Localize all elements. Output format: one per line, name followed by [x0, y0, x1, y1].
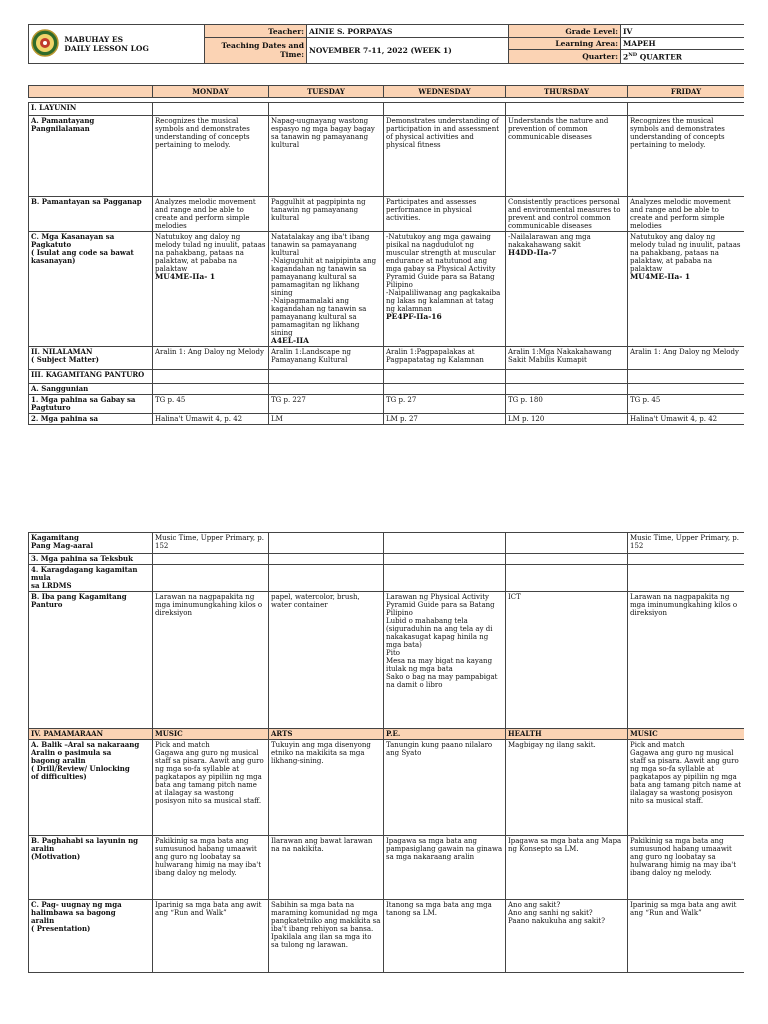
- row-label: A. Pamantayang Pangnilalaman: [29, 115, 153, 196]
- table-row: [29, 346, 745, 369]
- lesson-table-bottom: [28, 532, 744, 973]
- lesson-cell: [506, 115, 628, 196]
- table-row: [29, 565, 745, 592]
- row-label: Kagamitang Pang Mag-aaral: [29, 533, 153, 554]
- row-label: 4. Karagdagang kagamitan mula sa LRDMS: [29, 565, 153, 592]
- table-row: [29, 836, 745, 900]
- cell-text: Sabihin sa mga bata na maraming komunidad ng mga pangkatetniko ang makikita sa iba't ibang rehiyon sa bansa. Ipakilala ang ilan sa mga ito sa tulong ng larawan.: [271, 901, 381, 949]
- cell-text: Analyzes melodic movement and range and be able to create and perform simple melodies: [630, 197, 731, 230]
- lesson-cell: [384, 369, 506, 383]
- lesson-cell: [384, 729, 506, 740]
- cell-text: Natatalakay ang iba't ibang tanawin sa pamayanang kultural -Naiguguhit at naipipinta ang kagandahan ng tanawin sa pamayanang kultural sa pamamagitan ng likhang sining -Naipagmamalaki ang kagandahan ng tanawin sa pamayanang kultural sa pamamagitan ng likhang sining: [271, 232, 377, 337]
- cell-text: P.E.: [386, 729, 401, 738]
- lesson-cell: [269, 554, 384, 565]
- school-seal-icon: [31, 29, 59, 59]
- cell-text: Pakikinig sa mga bata ang sumusunod habang umaawit ang guro ng loobatay sa hulwarang himig na may iba't ibang daloy ng melody.: [630, 837, 737, 877]
- lesson-cell: [628, 413, 745, 424]
- table-row: [29, 196, 745, 231]
- cell-text: Pick and match Gagawa ang guro ng musical staff sa pisara. Aawit ang guro ng mga so-fa syllable at pagkatapos ay pipiliin ng mga bata ang tamang pitch name at ilalagay sa wastong posisyon nito sa musical staff.: [630, 741, 742, 805]
- row-label: C. Mga Kasanayan sa Pagkatuto ( Isulat ang code sa bawat kasanayan): [29, 231, 153, 346]
- cell-text: ICT: [508, 593, 521, 601]
- day-header-thursday: THURSDAY: [506, 85, 628, 97]
- row-label: B. Pamantayan sa Pagganap: [29, 196, 153, 231]
- table-row: [29, 592, 745, 729]
- cell-text: LM p. 27: [386, 414, 418, 423]
- row-label: IV. PAMAMARAAN: [29, 729, 153, 740]
- table-row: [29, 102, 745, 115]
- cell-text: Larawan na nagpapakita ng mga iminumungkahing kilos o direksiyon: [630, 593, 738, 617]
- cell-text: LM p. 120: [508, 414, 545, 423]
- lesson-cell: [269, 196, 384, 231]
- lesson-cell: [628, 231, 745, 346]
- cell-text: Iparinig sa mga bata ang awit ang “Run and Walk”: [155, 901, 262, 917]
- cell-text: Natutukoy ang daloy ng melody tulad ng inuulit, pataas na pahakbang, pataas na palaktaw, at pababa na palaktaw: [155, 232, 266, 273]
- cell-text: Aralin 1: Ang Daloy ng Melody: [155, 347, 264, 356]
- cell-text: Aralin 1:Pagpapalakas at Pagpapatatag ng Kalamnan: [386, 347, 484, 364]
- lesson-cell: [384, 102, 506, 115]
- lesson-cell: [628, 369, 745, 383]
- row-label: A. Balik –Aral sa nakaraang Aralin o pasimula sa bagong aralin ( Drill/Review/ Unlocking of difficulties): [29, 740, 153, 836]
- lesson-cell: [153, 346, 269, 369]
- cell-text: TG p. 180: [508, 395, 543, 404]
- lesson-cell: [628, 592, 745, 729]
- area-label: Learning Area:: [509, 38, 621, 50]
- cell-text: Ipagawa sa mga bata ang Mapa ng Konsepto sa LM.: [508, 837, 622, 853]
- lesson-cell: [153, 394, 269, 413]
- competency-code: PE4PF-IIa-16: [386, 311, 442, 321]
- row-label: III. KAGAMITANG PANTURO: [29, 369, 153, 383]
- lesson-cell: [153, 554, 269, 565]
- cell-text: Aralin 1:Landscape ng Pamayanang Kultural: [271, 347, 351, 364]
- lesson-cell: [384, 533, 506, 554]
- lesson-cell: [628, 196, 745, 231]
- lesson-cell: [384, 346, 506, 369]
- lesson-cell: [269, 836, 384, 900]
- lesson-cell: [384, 900, 506, 973]
- lesson-cell: [269, 394, 384, 413]
- lesson-cell: [628, 740, 745, 836]
- lesson-cell: [628, 102, 745, 115]
- lesson-cell: [153, 533, 269, 554]
- lesson-cell: [269, 900, 384, 973]
- lesson-cell: [153, 196, 269, 231]
- cell-text: Recognizes the musical symbols and demonstrates understanding of concepts pertaining to melody.: [630, 116, 725, 149]
- days-corner: [29, 85, 153, 97]
- row-label: II. NILALAMAN ( Subject Matter): [29, 346, 153, 369]
- cell-text: TG p. 227: [271, 395, 306, 404]
- cell-text: Aralin 1:Mga Nakakahawang Sakit Mabilis Kumapit: [508, 347, 612, 364]
- teacher-value: AINIE S. PORPAYAS: [307, 25, 509, 38]
- lesson-cell: [506, 565, 628, 592]
- table-row: [29, 394, 745, 413]
- lesson-cell: [628, 565, 745, 592]
- lesson-cell: [153, 115, 269, 196]
- cell-text: HEALTH: [508, 729, 542, 738]
- competency-code: H4DD-IIa-7: [508, 247, 557, 257]
- lesson-cell: [153, 729, 269, 740]
- lesson-cell: [153, 231, 269, 346]
- lesson-cell: [506, 554, 628, 565]
- lesson-cell: [269, 369, 384, 383]
- cell-text: Larawan na nagpapakita ng mga iminumungkahing kilos o direksiyon: [155, 593, 263, 617]
- table-row: [29, 900, 745, 973]
- lesson-cell: [269, 346, 384, 369]
- lesson-cell: [384, 836, 506, 900]
- lesson-cell: [506, 592, 628, 729]
- lesson-cell: [269, 565, 384, 592]
- cell-text: MUSIC: [155, 729, 183, 738]
- day-header-friday: FRIDAY: [628, 85, 745, 97]
- cell-text: Paggulhit at pagpipinta ng tanawin ng pamayanang kultural: [271, 197, 366, 222]
- row-label: I. LAYUNIN: [29, 102, 153, 115]
- lesson-cell: [269, 102, 384, 115]
- day-header-wednesday: WEDNESDAY: [384, 85, 506, 97]
- table-row: [29, 554, 745, 565]
- cell-text: Tukuyin ang mga disenyong etniko na makikita sa mga likhang-sining.: [271, 741, 371, 765]
- page-one: [28, 24, 744, 466]
- cell-text: Consistently practices personal and environmental measures to prevent and control common communicable diseases: [508, 197, 621, 230]
- lesson-cell: [628, 115, 745, 196]
- table-row: [29, 383, 745, 394]
- document-title: DAILY LESSON LOG: [64, 43, 149, 53]
- page-two: [28, 532, 744, 1016]
- cell-text: Aralin 1: Ang Daloy ng Melody: [630, 347, 739, 356]
- cell-text: TG p. 27: [386, 395, 417, 404]
- cell-text: LM: [271, 414, 283, 423]
- lesson-cell: [153, 592, 269, 729]
- row-label: B. Paghahabi sa layunin ng aralin (Motivation): [29, 836, 153, 900]
- cell-text: Ipagawa sa mga bata ang pampasiglang gawain na ginawa sa mga nakaraang aralin: [386, 837, 503, 861]
- school-cell: [29, 25, 205, 64]
- row-label: 1. Mga pahina sa Gabay sa Pagtuturo: [29, 394, 153, 413]
- lesson-cell: [153, 740, 269, 836]
- cell-text: Tanungin kung paano nilalaro ang Syato: [386, 741, 493, 757]
- lesson-cell: [628, 554, 745, 565]
- cell-text: Iparinig sa mga bata ang awit ang “Run and Walk”: [630, 901, 737, 917]
- table-row: [29, 369, 745, 383]
- lesson-cell: [269, 115, 384, 196]
- lesson-cell: [506, 346, 628, 369]
- cell-text: ARTS: [271, 729, 293, 738]
- lesson-cell: [384, 592, 506, 729]
- header-table: [28, 24, 744, 64]
- grade-label: Grade Level:: [509, 25, 621, 38]
- cell-text: Demonstrates understanding of participation in and assessment of physical activities and physical fitness: [386, 116, 500, 149]
- lesson-cell: [153, 900, 269, 973]
- lesson-cell: [506, 413, 628, 424]
- row-label: A. Sanggunian: [29, 383, 153, 394]
- dates-label: Teaching Dates and Time:: [205, 38, 307, 64]
- lesson-cell: [153, 369, 269, 383]
- lesson-cell: [506, 369, 628, 383]
- cell-text: Natutukoy ang daloy ng melody tulad ng inuulit, pataas na pahakbang, pataas na palaktaw, at pababa na palaktaw: [630, 232, 741, 273]
- lesson-cell: [269, 533, 384, 554]
- cell-text: Magbigay ng ilang sakit.: [508, 741, 596, 749]
- lesson-cell: [153, 413, 269, 424]
- cell-text: Music Time, Upper Primary, p. 152: [630, 534, 739, 550]
- quarter-label: Quarter:: [509, 50, 621, 64]
- lesson-cell: [153, 565, 269, 592]
- dates-value: NOVEMBER 7-11, 2022 (WEEK 1): [307, 38, 509, 64]
- cell-text: Itanong sa mga bata ang mga tanong sa LM.: [386, 901, 492, 917]
- lesson-cell: [384, 231, 506, 346]
- lesson-cell: [384, 394, 506, 413]
- cell-text: TG p. 45: [630, 395, 661, 404]
- lesson-cell: [628, 836, 745, 900]
- competency-code: A4EL-IIA: [271, 335, 309, 345]
- row-label: 2. Mga pahina sa: [29, 413, 153, 424]
- cell-text: Halina't Umawit 4, p. 42: [630, 414, 718, 423]
- cell-text: Participates and assesses performance in physical activities.: [386, 197, 477, 222]
- competency-code: MU4ME-IIa- 1: [155, 271, 216, 281]
- cell-text: Larawan ng Physical Activity Pyramid Guide para sa Batang Pilipino Lubid o mahabang tela (siguraduhin na ang tela ay di nakakasugat kapag hinila ng mga bata) Pito Mesa na may bigat na kayang itulak ng mga bata Sako o bag na may pampabigat na damit o libro: [386, 593, 498, 689]
- lesson-cell: [384, 413, 506, 424]
- lesson-cell: [384, 565, 506, 592]
- table-row: [29, 231, 745, 346]
- lesson-cell: [506, 740, 628, 836]
- lesson-cell: [506, 900, 628, 973]
- cell-text: -Nailalarawan ang mga nakakahawang sakit: [508, 232, 591, 249]
- lesson-cell: [269, 383, 384, 394]
- lesson-cell: [628, 729, 745, 740]
- cell-text: papel, watercolor, brush, water container: [271, 593, 360, 609]
- cell-text: Pick and match Gagawa ang guro ng musical staff sa pisara. Aawit ang guro ng mga so-fa syllable at pagkatapos ay pipiliin ng mga bata ang tamang pitch name at ilalagay sa wastong posisyon nito sa musical staff.: [155, 741, 264, 805]
- cell-text: -Natutukoy ang mga gawaing pisikal na nagdudulot ng muscular strength at muscular endurance at natutunod ang mga gabay sa Physical Activity Pyramid Guide para sa Batang Pilipino -Naipaliliwanag ang pagkakaiba ng lakas ng kalamnan at tatag ng kalamnan: [386, 232, 501, 313]
- cell-text: Understands the nature and prevention of common communicable diseases: [508, 116, 609, 141]
- lesson-cell: [628, 900, 745, 973]
- lesson-cell: [506, 196, 628, 231]
- table-row: [29, 729, 745, 740]
- lesson-cell: [269, 729, 384, 740]
- table-row: [29, 115, 745, 196]
- lesson-cell: [384, 383, 506, 394]
- lesson-cell: [269, 740, 384, 836]
- cell-text: Analyzes melodic movement and range and be able to create and perform simple melodies: [155, 197, 256, 230]
- cell-text: TG p. 45: [155, 395, 186, 404]
- school-name: MABUHAY ES: [64, 34, 124, 44]
- cell-text: Halina't Umawit 4, p. 42: [155, 414, 243, 423]
- lesson-cell: [628, 383, 745, 394]
- cell-text: Ano ang sakit? Ano ang sanhi ng sakit? Paano nakukuha ang sakit?: [508, 901, 605, 925]
- row-label: 3. Mga pahina sa Teksbuk: [29, 554, 153, 565]
- lesson-cell: [506, 394, 628, 413]
- cell-text: Music Time, Upper Primary, p. 152: [155, 534, 264, 550]
- cell-text: Napag-uugnayang wastong espasyo ng mga bagay bagay sa tanawin ng pamayanang kultural: [271, 116, 375, 149]
- lesson-cell: [506, 231, 628, 346]
- competency-code: MU4ME-IIa- 1: [630, 271, 691, 281]
- cell-text: Recognizes the musical symbols and demonstrates understanding of concepts pertaining to melody.: [155, 116, 250, 149]
- lesson-cell: [628, 533, 745, 554]
- quarter-value: 2ND QUARTER: [621, 50, 745, 64]
- lesson-cell: [506, 383, 628, 394]
- table-row: [29, 740, 745, 836]
- lesson-cell: [153, 102, 269, 115]
- cell-text: Pakikinig sa mga bata ang sumusunod habang umaawit ang guro ng loobatay sa hulwarang himig na may iba't ibang daloy ng melody.: [155, 837, 262, 877]
- cell-text: Ilarawan ang bawat larawan na na nakikita.: [271, 837, 373, 853]
- lesson-cell: [506, 533, 628, 554]
- lesson-cell: [384, 115, 506, 196]
- teacher-label: Teacher:: [205, 25, 307, 38]
- lesson-cell: [153, 836, 269, 900]
- day-header-tuesday: TUESDAY: [269, 85, 384, 97]
- lesson-cell: [269, 231, 384, 346]
- row-label: B. Iba pang Kagamitang Panturo: [29, 592, 153, 729]
- table-row: [29, 533, 745, 554]
- lesson-cell: [628, 394, 745, 413]
- lesson-cell: [269, 592, 384, 729]
- lesson-cell: [269, 413, 384, 424]
- lesson-cell: [506, 102, 628, 115]
- lesson-cell: [628, 346, 745, 369]
- area-value: MAPEH: [621, 38, 745, 50]
- lesson-cell: [384, 740, 506, 836]
- day-header-monday: MONDAY: [153, 85, 269, 97]
- row-label: C. Pag- uugnay ng mga halimbawa sa bagong aralin ( Presentation): [29, 900, 153, 973]
- lesson-cell: [384, 196, 506, 231]
- lesson-table-top: [28, 85, 744, 425]
- lesson-cell: [384, 554, 506, 565]
- lesson-cell: [506, 729, 628, 740]
- lesson-cell: [506, 836, 628, 900]
- lesson-cell: [153, 383, 269, 394]
- grade-value: IV: [621, 25, 745, 38]
- table-row: [29, 413, 745, 424]
- cell-text: MUSIC: [630, 729, 658, 738]
